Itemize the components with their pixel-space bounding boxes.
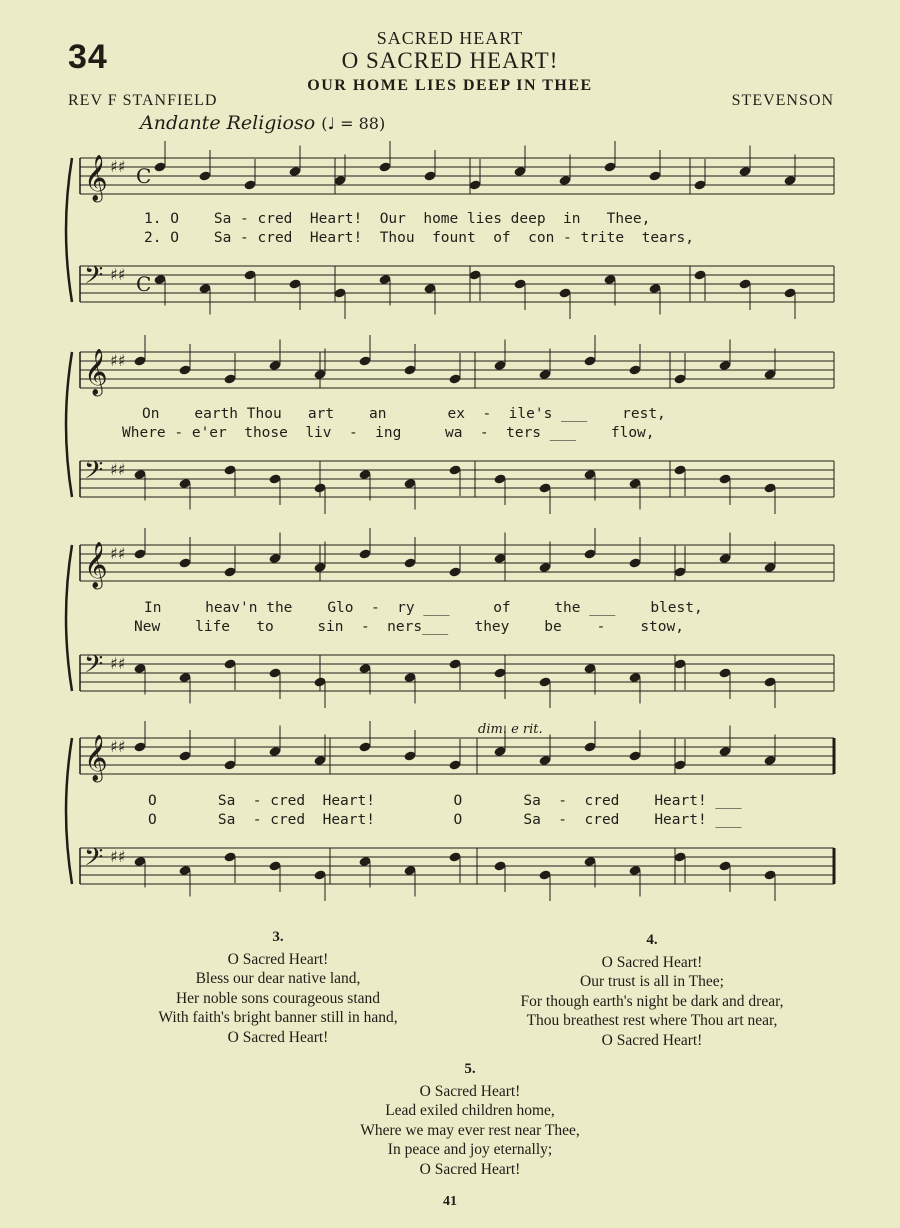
bass-clef-icon: 𝄢 (84, 261, 104, 296)
stanza-line: O Sacred Heart! (227, 950, 329, 968)
stanza-line: Thou breathest rest where Thou art near, (526, 1012, 778, 1029)
lyric-system-4-verse-1: O Sa - cred Heart! O Sa - cred Heart! ___ (148, 793, 742, 809)
treble-clef-icon: 𝄞 (84, 155, 108, 201)
metronome-value: = 88 (340, 114, 379, 133)
stanza-line: Her noble sons courageous stand (175, 989, 381, 1007)
stanza-line: O Sacred Heart! (227, 1028, 329, 1046)
key-signature-icon: ♯♯ (110, 460, 126, 479)
lyric-system-3-verse-2: New life to sin - ners___ they be - stow, (134, 619, 684, 635)
bass-clef-icon: 𝄢 (84, 456, 104, 491)
time-signature-icon: C (136, 272, 152, 296)
lyric-system-2-verse-1: On earth Thou art an ex - ile's ___ rest, (142, 406, 666, 422)
key-signature-icon: ♯♯ (110, 847, 126, 866)
stanza-4 (462, 931, 842, 1050)
lyric-system-1-verse-2: 2. O Sa - cred Heart! Thou fount of con - trite tears, (144, 230, 694, 246)
composer: STEVENSON (731, 92, 834, 109)
stanza-number: 3. (272, 929, 284, 945)
tune-name: SACRED HEART (376, 28, 524, 48)
system-brace (66, 545, 72, 691)
metronome-marking: (♩ = 88) (321, 114, 386, 133)
stanza-line: O Sacred Heart! (601, 1031, 703, 1049)
key-signature-icon: ♯♯ (110, 265, 126, 284)
stanza-line: Bless our dear native land, (195, 970, 361, 987)
key-signature-icon: ♯♯ (110, 654, 126, 673)
stanza-line: O Sacred Heart! (419, 1082, 521, 1100)
tempo-text: Andante Religioso (140, 112, 316, 134)
stanza-line: For though earth's night be dark and drear, (520, 992, 784, 1010)
lyric-system-3-verse-1: In heav'n the Glo - ry ___ of the ___ blest, (144, 600, 703, 616)
stanza-line: Lead exiled children home, (385, 1102, 555, 1119)
key-signature-icon: ♯♯ (110, 351, 126, 370)
lyric-system-1-verse-1: 1. O Sa - cred Heart! Our home lies deep in Thee, (144, 211, 651, 227)
treble-clef-icon: 𝄞 (84, 735, 108, 781)
treble-clef-icon: 𝄞 (84, 349, 108, 395)
key-signature-icon: ♯♯ (110, 737, 126, 756)
hymn-number: 34 (68, 38, 108, 76)
hymn-title: O SACRED HEART! (341, 48, 559, 73)
key-signature-icon: ♯♯ (110, 157, 126, 176)
stanza-line: With faith's bright banner still in hand, (158, 1009, 398, 1026)
system-brace (66, 352, 72, 497)
stanza-line: In peace and joy eternally; (387, 1141, 553, 1158)
stanza-number: 5. (464, 1061, 476, 1077)
stanza-5 (270, 1060, 670, 1179)
stanza-line: Where we may ever rest near Thee, (360, 1121, 580, 1139)
hymn-subtitle: OUR HOME LIES DEEP IN THEE (307, 77, 593, 94)
bass-clef-icon: 𝄢 (84, 650, 104, 685)
system-brace (66, 738, 72, 884)
key-signature-icon: ♯♯ (110, 544, 126, 563)
stanza-3 (98, 928, 458, 1047)
treble-clef-icon: 𝄞 (84, 542, 108, 588)
dim-e-rit-marking: dim. e rit. (478, 722, 543, 737)
stanza-line: O Sacred Heart! (419, 1160, 521, 1178)
stanza-line: Our trust is all in Thee; (580, 973, 724, 990)
system-brace (66, 158, 72, 302)
author: REV F STANFIELD (68, 92, 218, 109)
stanza-number: 4. (646, 932, 658, 948)
time-signature-icon: C (136, 164, 152, 188)
quarter-note-icon: ♩ (327, 114, 336, 133)
stanza-line: O Sacred Heart! (601, 953, 703, 971)
lyric-system-2-verse-2: Where - e'er those liv - ing wa - ters ___ flow, (122, 425, 655, 441)
page-number: 41 (443, 1194, 457, 1209)
bass-clef-icon: 𝄢 (84, 843, 104, 878)
lyric-system-4-verse-2: O Sa - cred Heart! O Sa - cred Heart! ___ (148, 812, 742, 828)
